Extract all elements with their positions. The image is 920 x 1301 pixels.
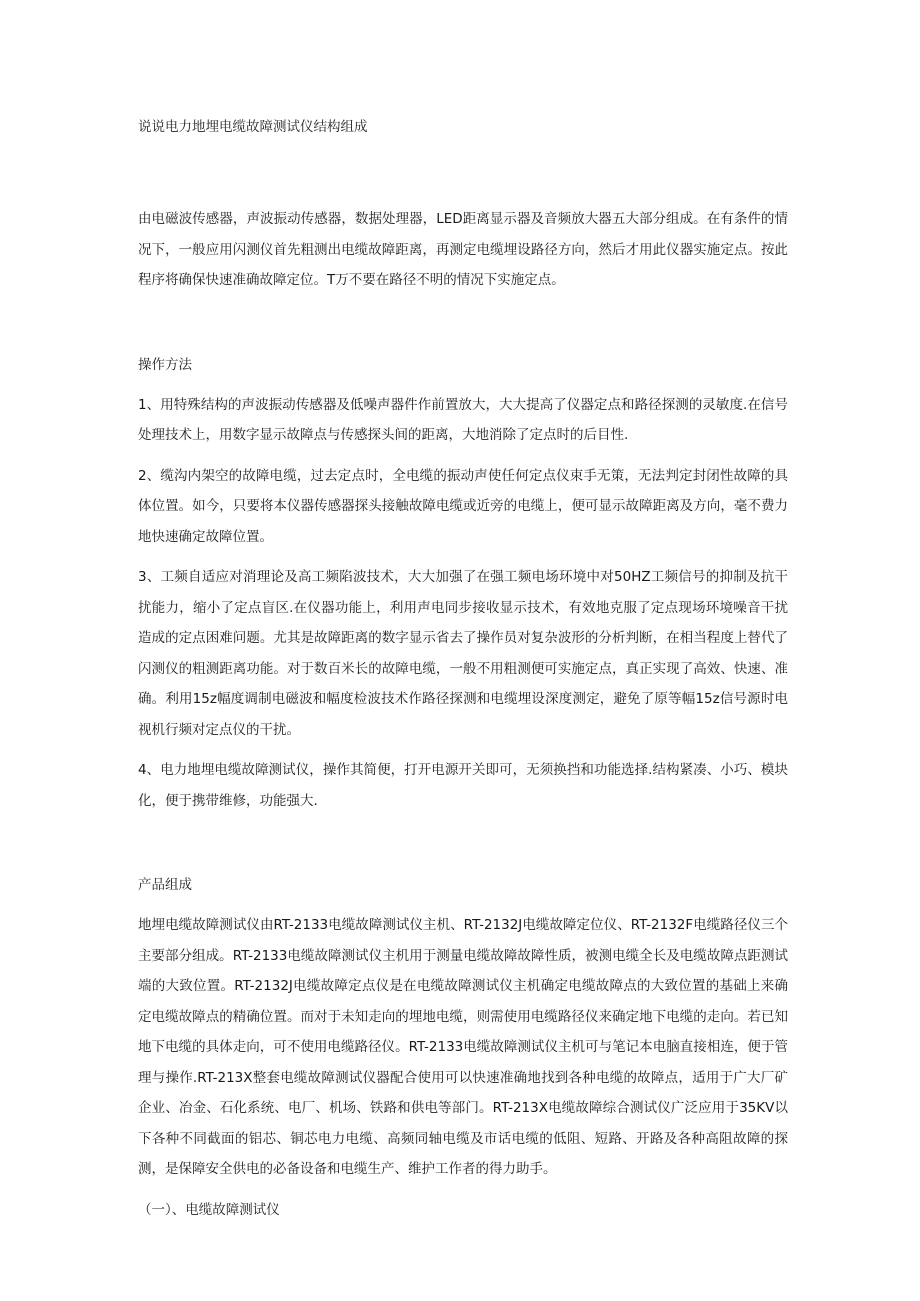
operation-item-4: 4、电力地埋电缆故障测试仪，操作其简便，打开电源开关即可，无须换挡和功能选择.结构紧凑、小巧、模块化，便于携带维修，功能强大. [138, 762, 788, 809]
spacer [138, 1185, 788, 1195]
spacer [138, 296, 788, 350]
product-paragraph: 地埋电缆故障测试仪由RT-2133电缆故障测试仪主机、RT-2132J电缆故障定位仪、RT-2132F电缆路径仪三个主要部分组成。RT-2133电缆故障测试仪主机用于测量电缆故障故障性质，被测电缆全长及电缆故障点距测试端的大致位置。RT-2132J电缆故障定点仪是在电缆故障测试仪主机确定电缆故障点的大致位置的基础上来确定电缆故障点的精确位置。而对于未知走向的埋地电缆，则需使用电缆路径仪来确定地下电缆的走向。若已知地下电缆的具体走向，可不使用电缆路径仪。RT-2133电缆故障测试仪主机可与笔记本电脑直接相连，便于管理与操作.RT-213X整套电缆故障测试仪器配合使用可以快速准确地找到各种电缆的故障点，适用于广大厂矿企业、冶金、石化系统、电厂、机场、铁路和供电等部门。RT-213X电缆故障综合测试仪广泛应用于35KV以下各种不同截面的铝芯、铜芯电力电缆、高频同轴电缆及市话电缆的低阻、短路、开路及各种高阻故障的探测，是保障安全供电的必备设备和电缆生产、维护工作者的得力助手。 [138, 917, 788, 1177]
spacer [138, 900, 788, 910]
spacer [138, 380, 788, 390]
document-body [138, 112, 788, 1225]
spacer [138, 552, 788, 562]
product-heading: 产品组成 [138, 877, 192, 893]
operation-item-1: 1、用特殊结构的声波振动传感器及低噪声器件作前置放大，大大提高了仪器定点和路径探测的灵敏度.在信号处理技术上，用数字显示故障点与传感探头间的距离，大地消除了定点时的后目性. [138, 396, 788, 443]
intro-paragraph: 由电磁波传感器，声波振动传感器，数据处理器，LED距离显示器及音频放大器五大部分组成。在有条件的情况下，一般应用闪测仪首先粗测出电缆故障距离，再测定电缆埋设路径方向，然后才用此仪器实施定点。按此程序将确保快速准确故障定位。T万不要在路径不明的情况下实施定点。 [138, 211, 788, 288]
document-title: 说说电力地埋电缆故障测试仪结构组成 [138, 119, 368, 135]
product-subheading: （一）、电缆故障测试仪 [138, 1201, 280, 1218]
operation-heading: 操作方法 [138, 356, 192, 373]
operation-item-3: 3、工频自适应对消理论及高工频陷波技术，大大加强了在强工频电场环境中对50HZ工频信号的抑制及抗干扰能力，缩小了定点盲区.在仪器功能上，利用声电同步接收显示技术，有效地克服了定点现场环境噪音干扰造成的定点困难问题。尤其是故障距离的数字显示省去了操作员对复杂波形的分析判断，在相当程度上替代了闪测仪的粗测距离功能。对于数百米长的故障电缆，一般不用粗测便可实施定点，真正实现了高效、快速、准确。利用15z幅度调制电磁波和幅度检波技术作路径探测和电缆埋设深度测定，避免了原等幅15z信号源时电视机行频对定点仪的干扰。 [138, 569, 788, 738]
spacer [138, 816, 788, 870]
spacer [138, 451, 788, 461]
spacer [138, 745, 788, 755]
operation-item-2: 2、缆沟内架空的故障电缆，过去定点时，全电缆的振动声使任何定点仪束手无策，无法判定封闭性故障的具体位置。如今，只要将本仪器传感器探头接触故障电缆或近旁的电缆上，便可显示故障距离及方向，毫不费力地快速确定故障位置。 [138, 467, 788, 545]
